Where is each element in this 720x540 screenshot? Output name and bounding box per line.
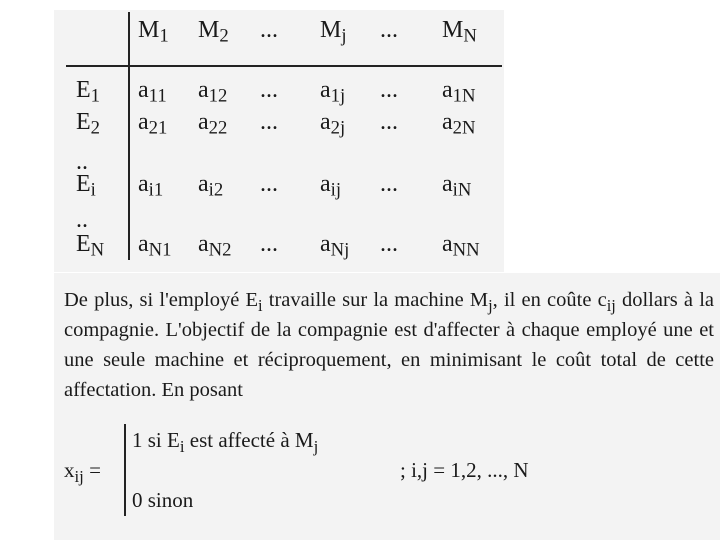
cell-subscript: 12 [208,85,228,107]
cell-subscript: N [90,239,105,261]
cell-subscript: N [463,25,477,47]
paragraph-text: , il en coûte c [492,289,607,311]
matrix-cell [260,172,278,196]
cell-symbol: E [76,77,91,103]
matrix-cell [260,232,278,256]
formula-condition [400,458,529,483]
cell-symbol: ... [260,171,278,197]
cell-symbol: a [320,171,331,197]
cell-subscript: iN [452,179,472,201]
matrix-cell [442,171,472,201]
formula-text: 1 si E [132,428,180,452]
matrix-cell [442,109,476,139]
cell-symbol: a [198,109,209,135]
cell-symbol: a [442,77,453,103]
column-header-machine [138,17,169,47]
cell-symbol: a [198,231,209,257]
matrix-cell [380,110,398,134]
matrix-cell [442,231,480,261]
matrix-cell [320,109,346,139]
column-header-machine [198,17,229,47]
cell-symbol: ... [260,17,278,43]
formula-text: ; i,j = 1,2, ..., N [400,458,529,482]
cell-symbol: ... [380,171,398,197]
description-paragraph [64,285,714,405]
formula-case-2 [132,488,193,513]
row-header-employee [76,109,101,139]
formula-subscript: i [179,437,185,457]
cell-symbol: ... [380,231,398,257]
cell-subscript: 1 [159,25,169,47]
column-header-machine [320,17,347,47]
cell-subscript: 21 [148,117,168,139]
cell-subscript: 2 [90,117,101,139]
formula-subscript: ij [74,467,84,487]
cell-symbol: E [76,231,91,257]
formula-equals: = [89,458,101,482]
cell-symbol: a [138,171,149,197]
matrix-cell [320,171,342,201]
column-header-machine [442,17,477,47]
cell-symbol: a [320,77,331,103]
paragraph-text: dollars à la compagnie. L'objectif de la compagnie est d'affecter à chaque employé une et une seule machine et réciproquement, en minimisant le coût total de cette affectation. En posant [64,289,714,401]
matrix-panel [54,10,504,272]
cell-symbol: M [442,17,464,43]
formula-text: est affecté à M [184,428,314,452]
row-header-employee [76,171,96,201]
cell-symbol: M [198,17,220,43]
cell-symbol: ... [260,109,278,135]
formula-lhs [64,458,101,487]
matrix-cell [138,77,167,107]
cell-symbol: ... [260,231,278,257]
cell-symbol: M [320,17,342,43]
matrix-cell [260,110,278,134]
cell-subscript: i1 [148,179,164,201]
cell-symbol: .. [76,207,88,233]
cell-subscript: 22 [208,117,228,139]
cell-subscript: N2 [208,239,232,261]
formula-subscript: j [313,437,319,457]
cell-subscript: i [90,179,96,201]
matrix-cell [138,171,164,201]
cell-symbol: E [76,171,91,197]
matrix-cell [198,77,228,107]
cell-symbol: a [198,77,209,103]
matrix-cell [380,172,398,196]
cell-symbol: E [76,109,91,135]
cell-symbol: ... [380,17,398,43]
cell-subscript: 2N [452,117,476,139]
cell-subscript: 1j [330,85,346,107]
cell-symbol: M [138,17,160,43]
cell-subscript: 2j [330,117,346,139]
row-header-employee [76,231,105,261]
matrix-cell [380,232,398,256]
cell-subscript: N1 [148,239,172,261]
formula-text: 0 sinon [132,488,194,512]
matrix-cell [138,109,168,139]
paragraph-text: travaille sur la machine M [262,289,489,311]
matrix-cell [442,77,476,107]
cell-symbol: ... [380,109,398,135]
cell-symbol: a [320,231,331,257]
cell-symbol: a [320,109,331,135]
matrix-cell [320,231,350,261]
paragraph-subscript: ij [606,295,616,315]
paragraph-text: De plus, si l'employé E [64,289,259,311]
row-header-employee [76,77,101,107]
cell-subscript: Nj [330,239,350,261]
formula-case-1 [132,428,319,457]
cell-symbol: a [198,171,209,197]
matrix-cell [380,78,398,102]
paragraph-subscript: i [258,295,263,315]
row-header-employee [76,208,88,232]
cell-symbol: a [442,231,453,257]
cell-subscript: 11 [148,85,167,107]
matrix-horizontal-rule [66,65,502,67]
cell-symbol: a [442,171,453,197]
cell-subscript: NN [452,239,480,261]
cell-symbol: a [138,77,149,103]
cell-symbol: a [442,109,453,135]
paragraph-subscript: j [488,295,493,315]
cell-subscript: j [341,25,347,47]
cell-symbol: ... [260,77,278,103]
cases-brace [124,424,126,516]
cell-symbol: a [138,231,149,257]
cell-subscript: 1N [452,85,476,107]
cell-subscript: 1 [90,85,101,107]
matrix-cell [320,77,346,107]
cell-subscript: 2 [219,25,229,47]
formula-variable: x [64,458,75,482]
cell-subscript: i2 [208,179,224,201]
cell-symbol: a [138,109,149,135]
matrix-vertical-rule [128,12,130,260]
matrix-cell [260,78,278,102]
cell-subscript: ij [330,179,342,201]
column-header-machine [380,18,398,42]
cell-symbol: .. [76,149,88,175]
matrix-cell [198,109,228,139]
matrix-cell [138,231,172,261]
matrix-cell [198,171,224,201]
cell-symbol: ... [380,77,398,103]
column-header-machine [260,18,278,42]
matrix-cell [198,231,232,261]
